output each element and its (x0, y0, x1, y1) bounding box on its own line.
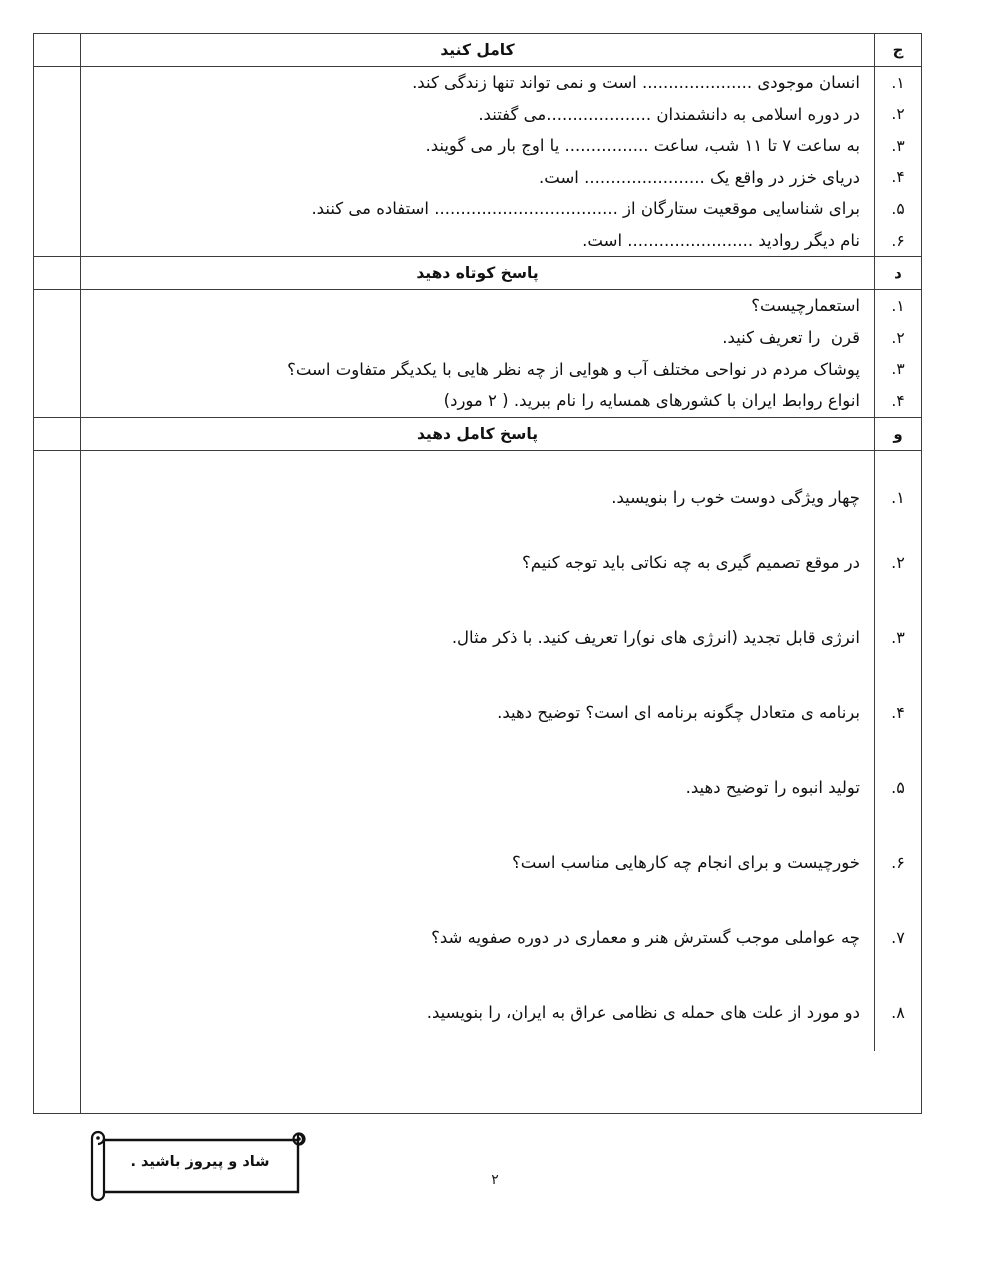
question-row (81, 976, 921, 1051)
section-body-row (34, 67, 922, 257)
question-text: برای شناسایی موقعیت ستارگان از ................................... استفاده می کنند. (311, 199, 860, 219)
section-score-cell (34, 417, 81, 450)
exam-table (33, 33, 922, 1114)
question-row (81, 290, 921, 322)
question-row (81, 67, 921, 99)
question-text: تولید انبوه را توضیح دهید. (685, 777, 860, 797)
question-number: ۲. (874, 526, 921, 601)
section-score-cell (34, 34, 81, 67)
question-number: ۷. (874, 901, 921, 976)
question-number: ۱. (874, 290, 921, 322)
question-number: ۲. (874, 99, 921, 131)
section-title: کامل کنید (81, 34, 875, 67)
exam-table-body (34, 34, 922, 1114)
question-number: ۳. (874, 601, 921, 676)
question-row (81, 676, 921, 751)
question-number: ۳. (874, 130, 921, 162)
question-number: ۳. (874, 354, 921, 386)
question-text: پوشاک مردم در نواحی مختلف آب و هوایی از چه نظر هایی با یکدیگر متفاوت است؟ (287, 359, 860, 379)
question-row (81, 354, 921, 386)
section-questions (81, 450, 922, 1113)
answer-space (81, 1051, 921, 1113)
question-text: به ساعت ۷ تا ۱۱ شب، ساعت ................ یا اوج بار می گویند. (425, 136, 860, 156)
section-header-row (34, 34, 922, 67)
section-answer-margin (34, 67, 81, 257)
question-row (81, 225, 921, 257)
question-text: انواع روابط ایران با کشورهای همسایه را نام ببرید. ( ۲ مورد) (443, 391, 860, 411)
question-row (81, 451, 921, 526)
section-body-row (34, 450, 922, 1113)
page-number: ۲ (491, 1172, 499, 1188)
question-row (81, 901, 921, 976)
section-title: پاسخ کوتاه دهید (81, 257, 875, 290)
question-text: در دوره اسلامی به دانشمندان ....................می گفتند. (478, 104, 860, 124)
section-questions (81, 290, 922, 417)
question-text: خورچیست و برای انجام چه کارهایی مناسب است؟ (512, 852, 860, 872)
section-answer-margin (34, 450, 81, 1113)
closing-note-text: شاد و پیروز باشید . (130, 1154, 270, 1170)
question-text: نام دیگر روادید ........................ است. (582, 230, 860, 250)
question-number: ۱. (874, 451, 921, 526)
question-text: انسان موجودی ..................... است و نمی تواند تنها زندگی کند. (412, 73, 860, 92)
question-row (81, 99, 921, 131)
section-questions (81, 67, 922, 257)
question-text: در موقع تصمیم گیری به چه نکاتی باید توجه کنیم؟ (522, 552, 860, 572)
section-header-row (34, 257, 922, 290)
question-row (81, 162, 921, 194)
question-number: ۲. (874, 322, 921, 354)
section-body-row (34, 290, 922, 417)
question-row (81, 826, 921, 901)
question-row (81, 193, 921, 225)
question-number: ۶. (874, 826, 921, 901)
question-text: انرژی قابل تجدید (انرژی های نو)را تعریف کنید. با ذکر مثال. (451, 627, 860, 647)
question-row (81, 751, 921, 826)
section-letter: د (875, 257, 922, 290)
closing-note-banner (84, 1130, 316, 1202)
section-letter: ج (875, 34, 922, 67)
question-row (81, 130, 921, 162)
question-number: ۴. (874, 162, 921, 194)
question-text: برنامه ی متعادل چگونه برنامه ای است؟ توضیح دهید. (497, 702, 860, 722)
question-number: ۴. (874, 385, 921, 417)
question-row (81, 601, 921, 676)
question-number: ۵. (874, 193, 921, 225)
question-number: ۶. (874, 225, 921, 257)
question-text: دریای خزر در واقع یک ....................... است. (539, 167, 860, 187)
question-text: استعمارچیست؟ (751, 296, 860, 316)
question-text: دو مورد از علت های حمله ی نظامی عراق به ایران، را بنویسید. (426, 1002, 860, 1022)
question-number: ۴. (874, 676, 921, 751)
section-score-cell (34, 257, 81, 290)
section-answer-margin (34, 290, 81, 417)
question-row (81, 322, 921, 354)
question-text: چهار ویژگی دوست خوب را بنویسید. (611, 487, 860, 507)
question-row (81, 385, 921, 417)
question-text: قرن را تعریف کنید. (722, 327, 860, 347)
question-row (81, 526, 921, 601)
page-footer (0, 1124, 990, 1224)
section-header-row (34, 417, 922, 450)
section-letter: و (875, 417, 922, 450)
question-number: ۸. (874, 976, 921, 1051)
question-text: چه عواملی موجب گسترش هنر و معماری در دوره صفویه شد؟ (431, 927, 860, 947)
section-title: پاسخ کامل دهید (81, 417, 875, 450)
question-number: ۱. (874, 67, 921, 99)
question-number: ۵. (874, 751, 921, 826)
